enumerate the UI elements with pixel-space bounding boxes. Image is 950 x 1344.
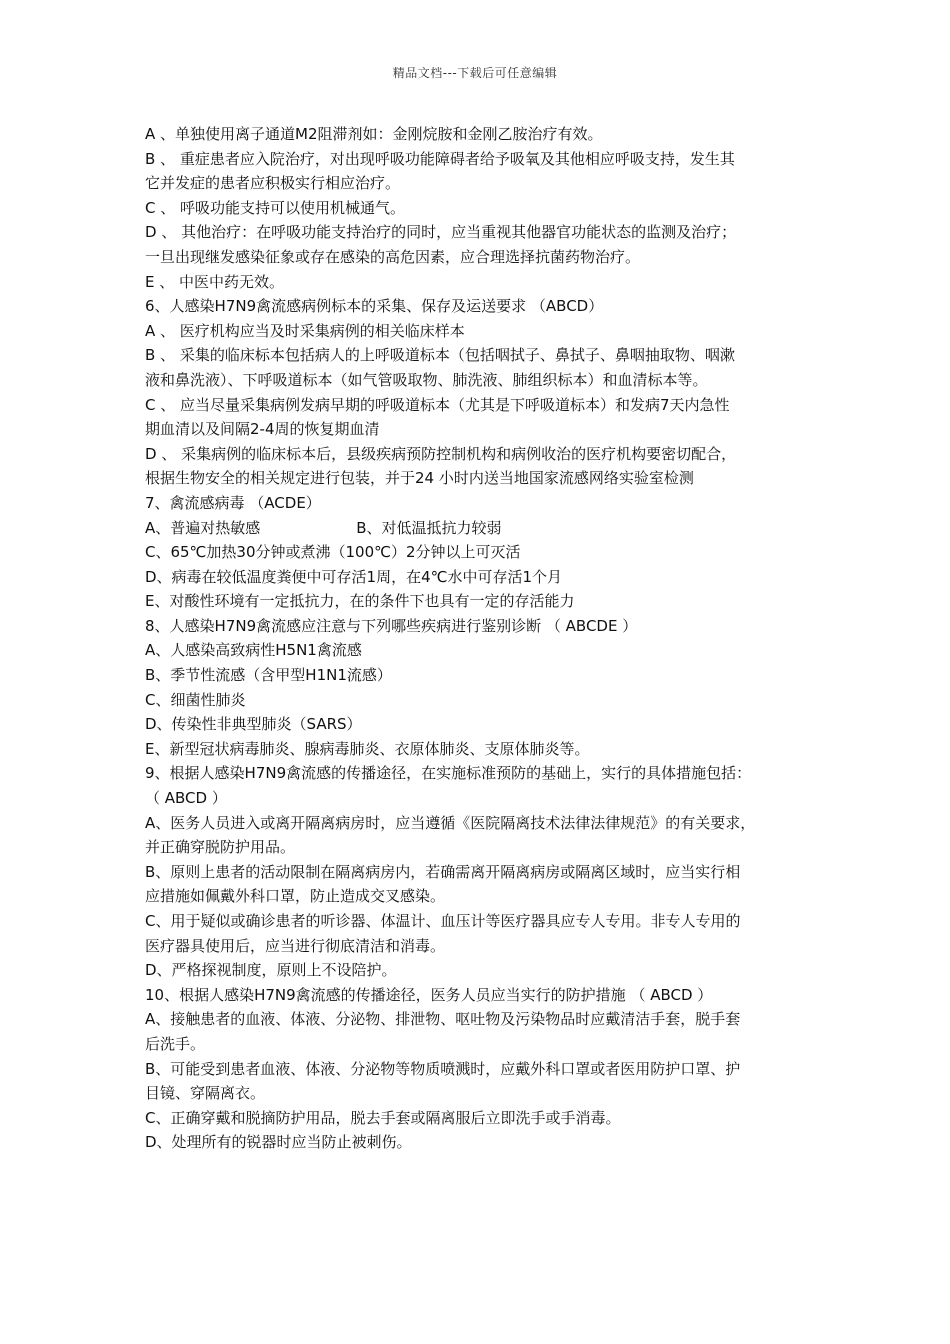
question-heading: 7、禽流感病毒 （ACDE） [145,493,321,512]
text-line: 并正确穿脱防护用品。 [145,838,296,857]
text-line: C、65℃加热30分钟或煮沸（100℃）2分钟以上可灭活 [145,543,521,562]
option-pair-line [145,516,825,541]
document-body [145,122,825,1155]
text-line: B 、 重症患者应入院治疗，对出现呼吸功能障碍者给予吸氧及其他相应呼吸支持，发生其 [145,149,735,168]
text-line: A、医务人员进入或离开隔离病房时，应当遵循《医院隔离技术法律法律规范》的有关要求， [145,813,756,832]
option-b: B、对低温抵抗力较弱 [356,518,502,537]
text-line: B、季节性流感（含甲型H1N1流感） [145,666,392,685]
text-line: 应措施如佩戴外科口罩，防止造成交叉感染。 [145,887,446,906]
text-line: C、正确穿戴和脱摘防护用品，脱去手套或隔离服后立即洗手或手消毒。 [145,1108,621,1127]
question-heading: 8、人感染H7N9禽流感应注意与下列哪些疾病进行鉴别诊断 （ ABCDE ） [145,616,638,635]
text-line: D 、 其他治疗：在呼吸功能支持治疗的同时，应当重视其他器官功能状态的监测及治疗； [145,223,737,242]
text-line: B、可能受到患者血液、体液、分泌物等物质喷溅时，应戴外科口罩或者医用防护口罩、护 [145,1059,741,1078]
text-line: E 、 中医中药无效。 [145,272,285,291]
text-line: D、传染性非典型肺炎（SARS） [145,715,362,734]
text-line: E、对酸性环境有一定抵抗力，在的条件下也具有一定的存活能力 [145,592,575,611]
text-line: B 、 采集的临床标本包括病人的上呼吸道标本（包括咽拭子、鼻拭子、鼻咽抽取物、咽漱 [145,346,735,365]
text-line: A 、 医疗机构应当及时采集病例的相关临床样本 [145,321,465,340]
text-line: 期血清以及间隔2-4周的恢复期血清 [145,420,380,439]
text-line: 液和鼻洗液）、下呼吸道标本（如气管吸取物、肺洗液、肺组织标本）和血清标本等。 [145,370,708,389]
text-line: 它并发症的患者应积极实行相应治疗。 [145,174,401,193]
text-line: 一旦出现继发感染征象或存在感染的高危因素，应合理选择抗菌药物治疗。 [145,247,641,266]
text-line: B、原则上患者的活动限制在隔离病房内，若确需离开隔离病房或隔离区域时，应当实行相 [145,862,741,881]
question-heading: 9、根据人感染H7N9禽流感的传播途径，在实施标准预防的基础上，实行的具体措施包括： [145,764,752,783]
text-line: D、处理所有的锐器时应当防止被刺伤。 [145,1133,412,1152]
question-heading: 6、人感染H7N9禽流感病例标本的采集、保存及运送要求 （ABCD） [145,297,604,316]
text-line: E、新型冠状病毒肺炎、腺病毒肺炎、衣原体肺炎、支原体肺炎等。 [145,739,590,758]
text-line: C 、 呼吸功能支持可以使用机械通气。 [145,198,406,217]
text-line: 后洗手。 [145,1034,206,1053]
text-line: C、用于疑似或确诊患者的听诊器、体温计、血压计等医疗器具应专人专用。非专人专用的 [145,912,741,930]
text-line: C 、 应当尽量采集病例发病早期的呼吸道标本（尤其是下呼吸道标本）和发病7天内急性 [145,395,730,414]
page-header: 精品文档---下载后可任意编辑 [392,66,558,80]
text-line: 医疗器具使用后，应当进行彻底清洁和消毒。 [145,936,446,955]
text-line: （ ABCD ） [145,789,227,808]
text-line: 目镜、穿隔离衣。 [145,1084,266,1103]
question-heading: 10、根据人感染H7N9禽流感的传播途径，医务人员应当实行的防护措施 （ ABCD ） [145,985,713,1004]
text-line: A、接触患者的血液、体液、分泌物、排泄物、呕吐物及污染物品时应戴清洁手套，脱手套 [145,1010,741,1029]
text-line: C、细菌性肺炎 [145,690,246,709]
text-line: A、人感染高致病性H5N1禽流感 [145,641,362,660]
text-line: D、严格探视制度，原则上不设陪护。 [145,961,397,980]
option-a: A、普遍对热敏感 [145,518,261,537]
text-line: D、病毒在较低温度粪便中可存活1周，在4℃水中可存活1个月 [145,567,563,586]
text-line: D 、 采集病例的临床标本后，县级疾病预防控制机构和病例收治的医疗机构要密切配合， [145,444,737,463]
text-line: 根据生物安全的相关规定进行包装，并于24 小时内送当地国家流感网络实验室检测 [145,469,694,488]
text-line: A 、单独使用离子通道M2阻滞剂如：金刚烷胺和金刚乙胺治疗有效。 [145,125,603,143]
